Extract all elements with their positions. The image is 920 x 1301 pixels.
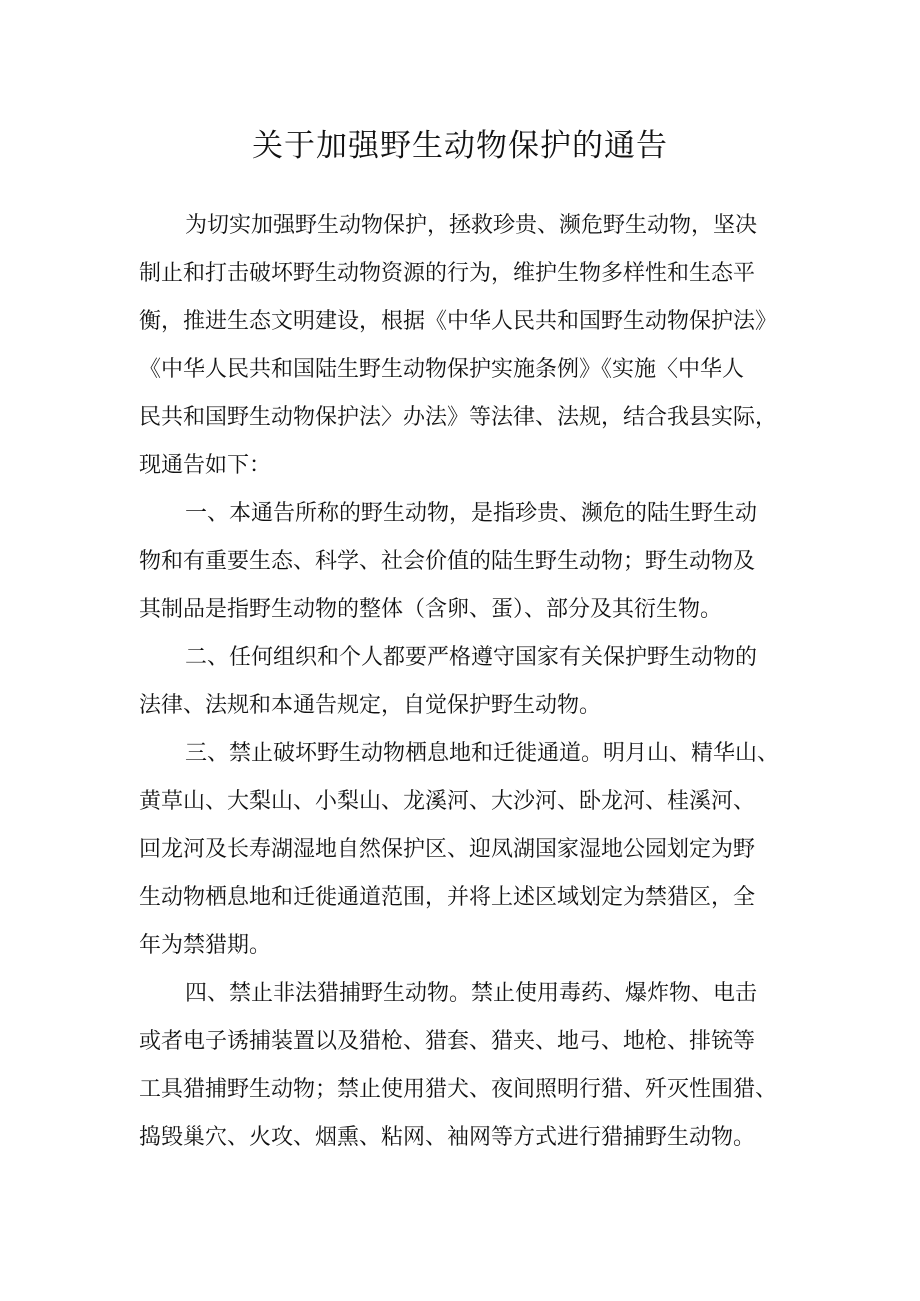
- text-line: 《中华人民共和国陆生野生动物保护实施条例》《实施〈中华人: [139, 357, 745, 382]
- text-line: 法律、法规和本通告规定，自觉保护野生动物。: [139, 693, 602, 718]
- paragraph-intro: [139, 202, 787, 490]
- paragraph-item-3: [139, 730, 787, 970]
- text-line: 其制品是指野生动物的整体（含卵、蛋）、部分及其衍生物。: [139, 597, 723, 622]
- text-line: 工具猎捕野生动物；禁止使用猎犬、夜间照明行猎、歼灭性围猎、: [139, 1077, 778, 1102]
- text-line: 捣毁巢穴、火攻、烟熏、粘网、袖网等方式进行猎捕野生动物。: [139, 1125, 756, 1150]
- text-line: 四、禁止非法猎捕野生动物。禁止使用毒药、爆炸物、电击: [185, 981, 758, 1006]
- text-line: 为切实加强野生动物保护，拯救珍贵、濒危野生动物，坚决: [185, 213, 758, 238]
- text-line: 年为禁猎期。: [139, 933, 272, 958]
- paragraph-item-1: [139, 490, 787, 634]
- document-title: 关于加强野生动物保护的通告: [252, 128, 668, 164]
- document-body: [139, 202, 787, 1162]
- paragraph-item-4: [139, 970, 787, 1162]
- text-line: 三、禁止破坏野生动物栖息地和迁徙通道。明月山、精华山、: [185, 741, 780, 766]
- text-line: 民共和国野生动物保护法〉办法》等法律、法规，结合我县实际，: [139, 405, 778, 430]
- text-line: 或者电子诱捕装置以及猎枪、猎套、猎夹、地弓、地枪、排铳等: [139, 1029, 756, 1054]
- text-line: 生动物栖息地和迁徙通道范围，并将上述区域划定为禁猎区，全: [139, 885, 756, 910]
- text-line: 回龙河及长寿湖湿地自然保护区、迎凤湖国家湿地公园划定为野: [139, 837, 756, 862]
- paragraph-item-2: [139, 634, 787, 730]
- text-line: 黄草山、大梨山、小梨山、龙溪河、大沙河、卧龙河、桂溪河、: [139, 789, 756, 814]
- text-line: 二、任何组织和个人都要严格遵守国家有关保护野生动物的: [185, 645, 758, 670]
- text-line: 衡，推进生态文明建设，根据《中华人民共和国野生动物保护法》: [139, 309, 778, 334]
- text-line: 现通告如下：: [139, 453, 272, 478]
- text-line: 制止和打击破坏野生动物资源的行为，维护生物多样性和生态平: [139, 261, 756, 286]
- text-line: 一、本通告所称的野生动物，是指珍贵、濒危的陆生野生动: [185, 501, 758, 526]
- text-line: 物和有重要生态、科学、社会价值的陆生野生动物；野生动物及: [139, 549, 756, 574]
